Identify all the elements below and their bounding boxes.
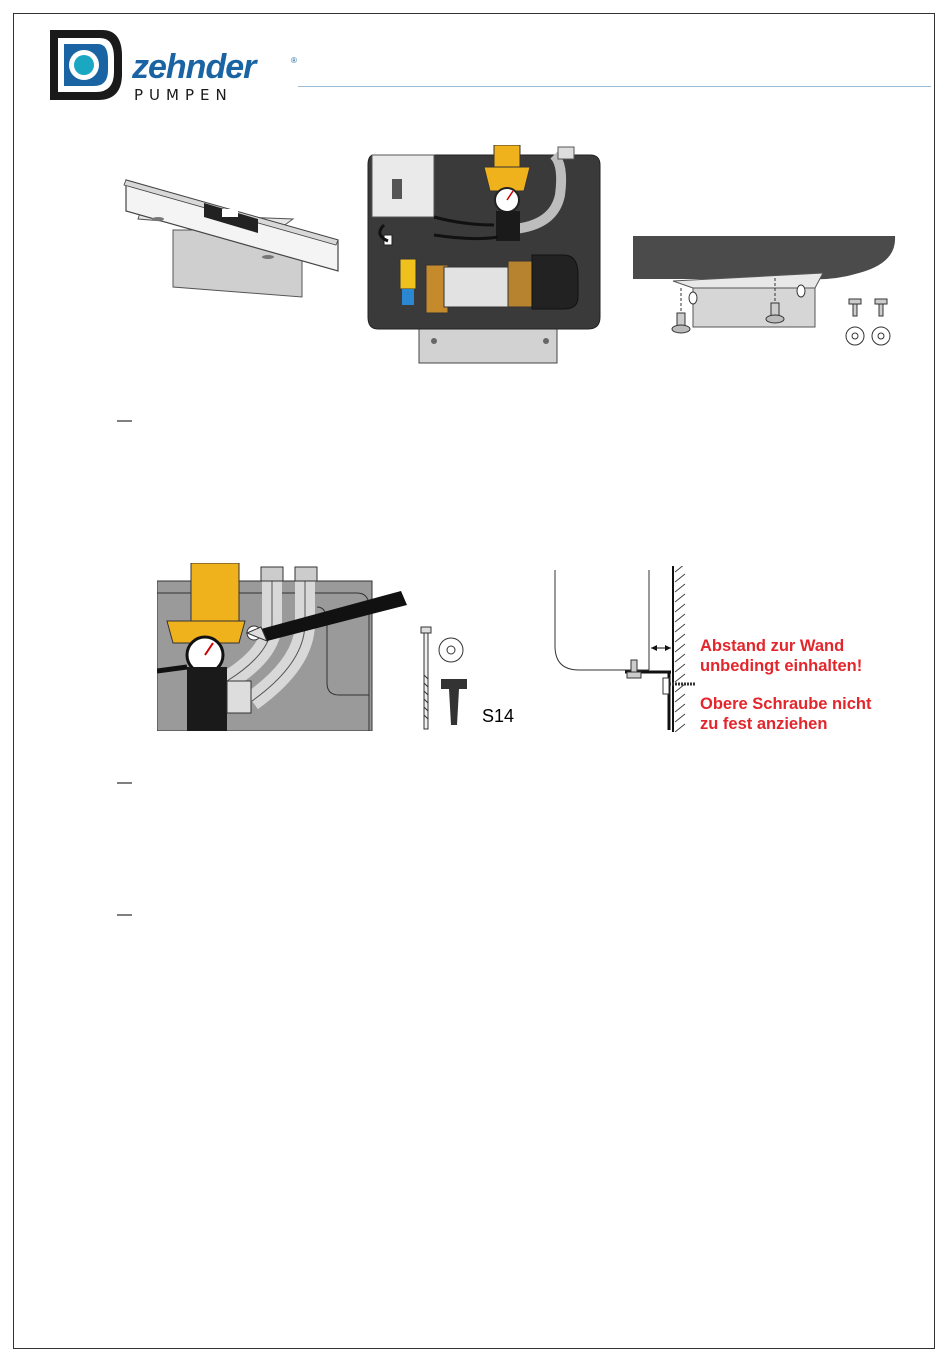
logo	[44, 26, 304, 106]
step-marker: —	[117, 412, 132, 429]
figure-spirit-level	[118, 175, 344, 300]
brand-name: zehnder	[132, 48, 256, 86]
figure-marking-hole	[157, 563, 409, 731]
step-marker: —	[117, 774, 132, 791]
registered-mark: ®	[291, 56, 297, 65]
brand-subtitle: PUMPEN	[134, 86, 233, 104]
figure-fasteners	[415, 625, 475, 735]
fastener-label: S14	[482, 706, 515, 726]
warning-line: zu fest anziehen	[700, 715, 828, 733]
figure-wall-clearance	[553, 566, 698, 732]
warning-line: unbedingt einhalten!	[700, 657, 863, 675]
logo-mark-icon	[44, 26, 126, 104]
step-marker: —	[117, 906, 132, 923]
figure-bracket-screws	[633, 233, 901, 348]
warning-line: Obere Schraube nicht	[700, 695, 872, 713]
figure-pump-unit	[364, 145, 604, 367]
header-rule	[298, 86, 931, 87]
warning-text-block	[700, 636, 920, 734]
warning-line: Abstand zur Wand	[700, 637, 845, 655]
